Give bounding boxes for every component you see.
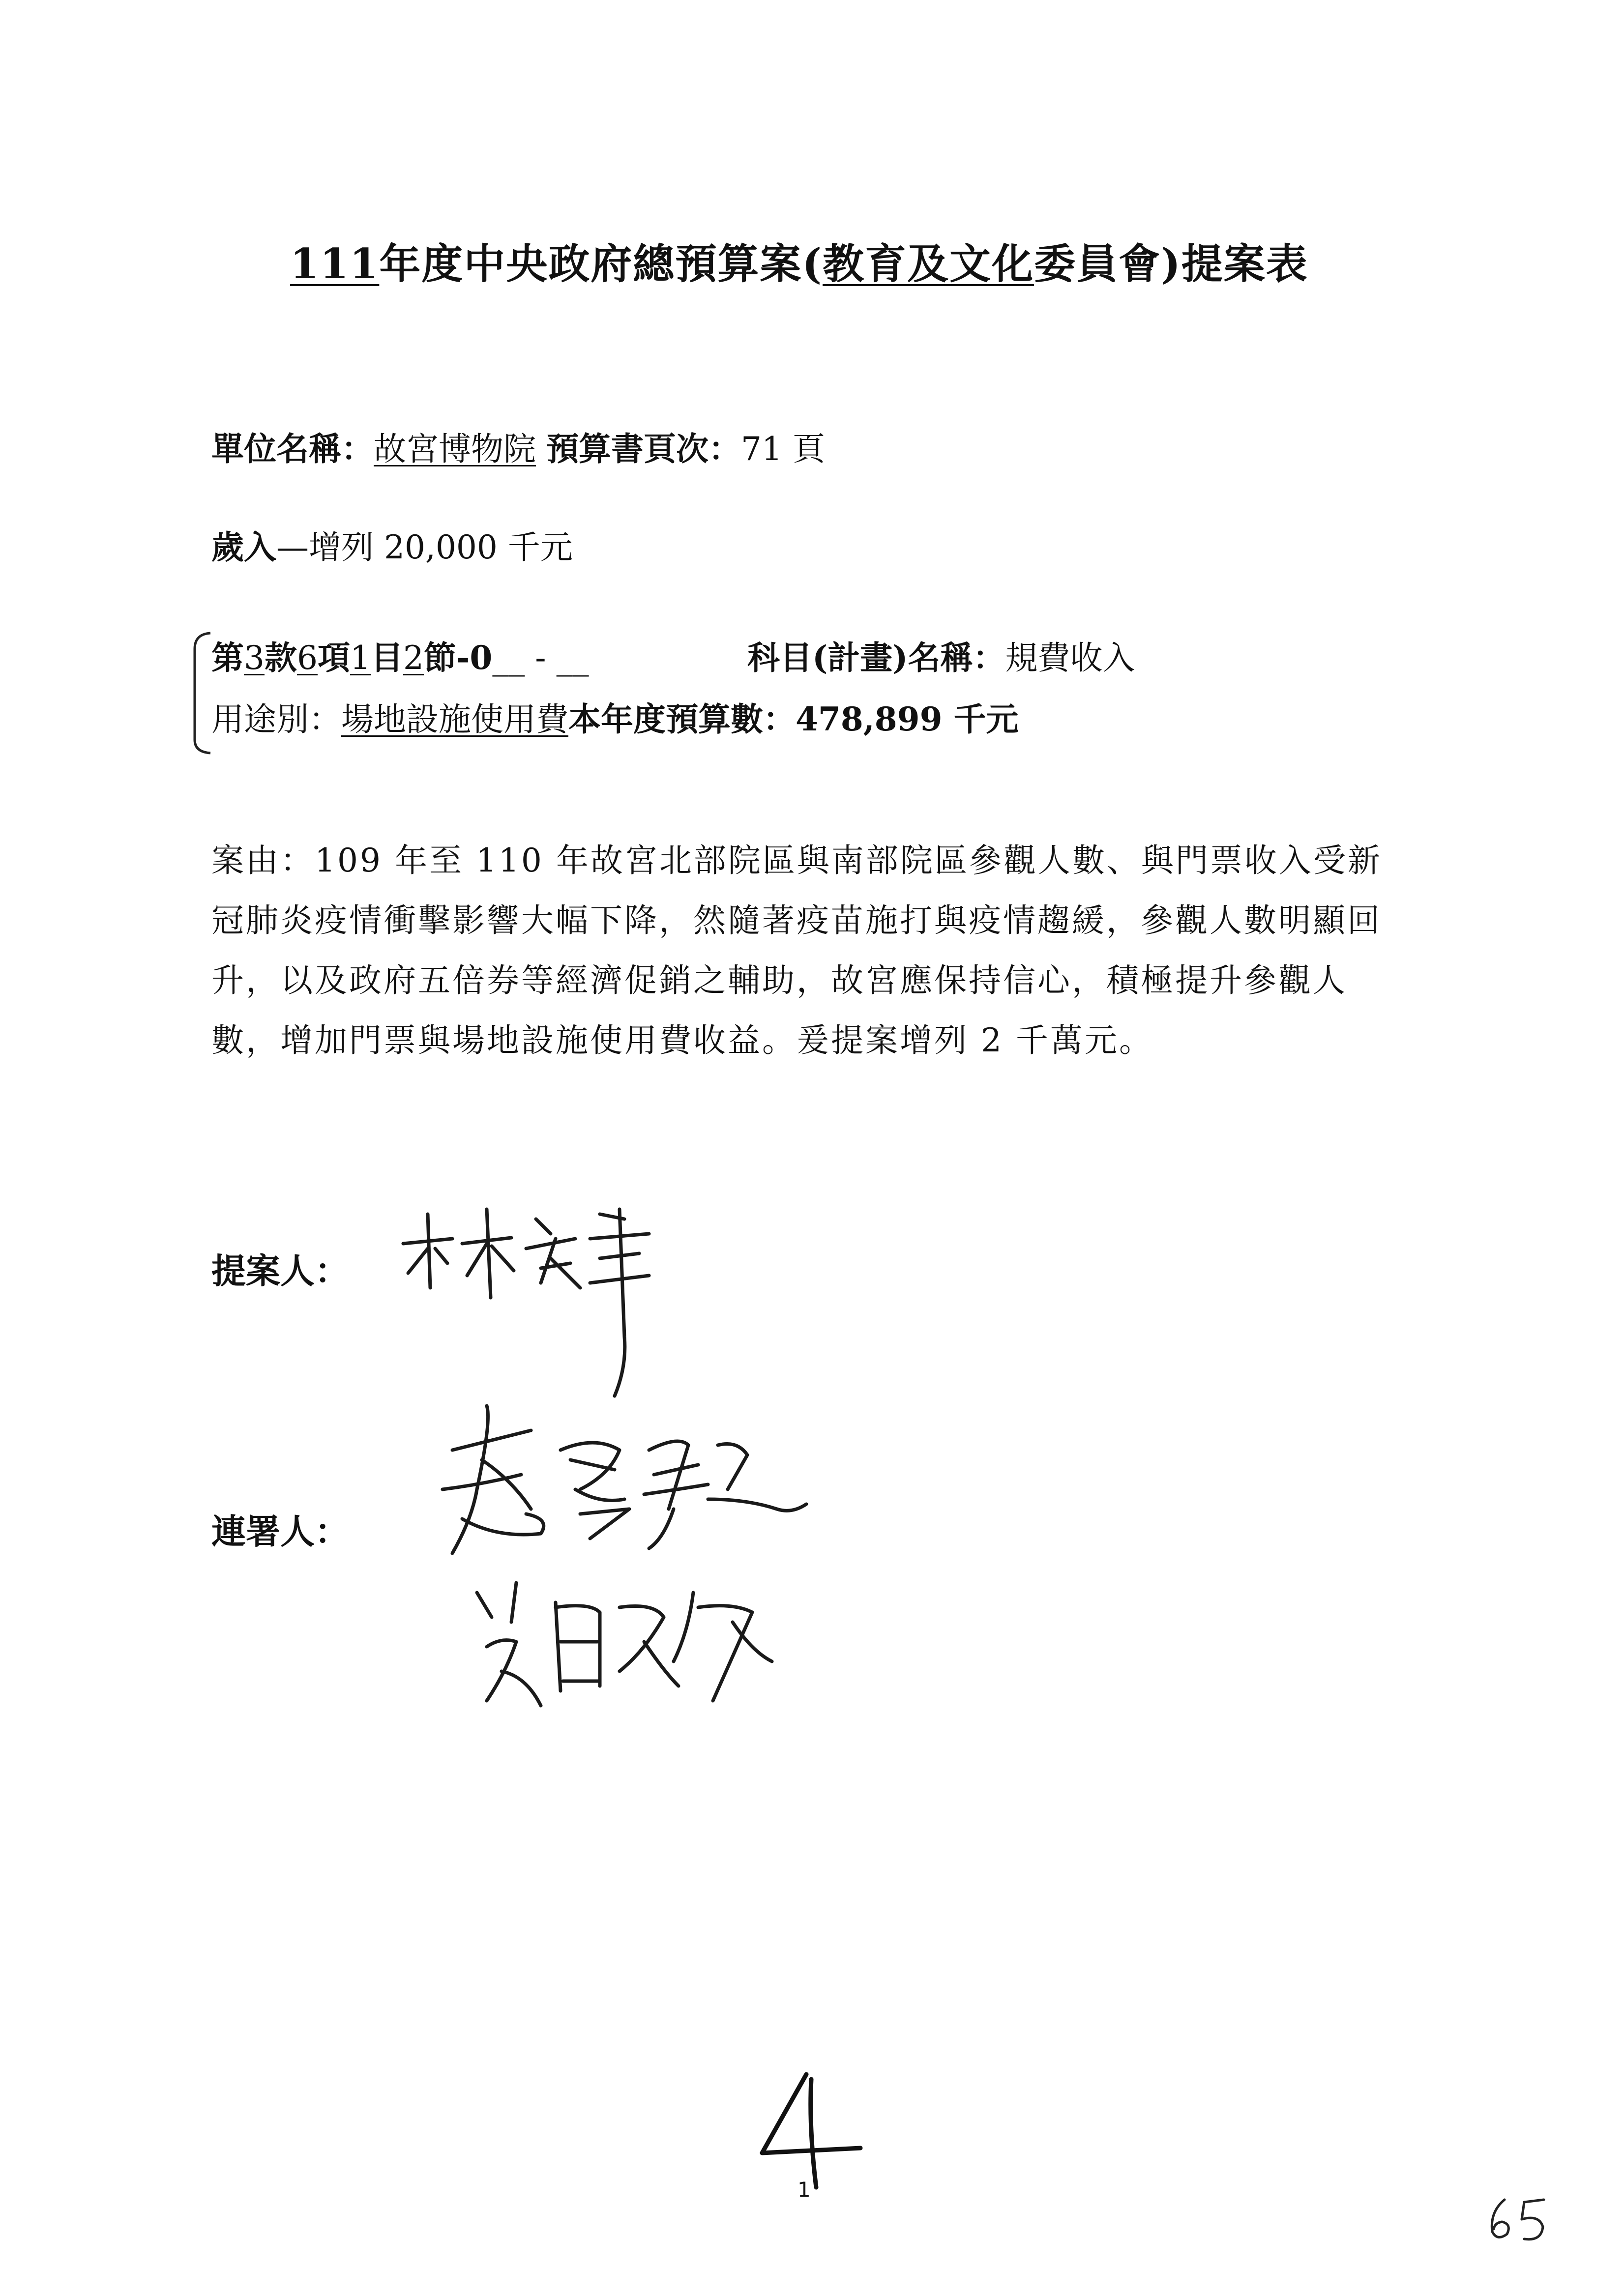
subject-label: 科目(計畫)名稱：: [747, 639, 1005, 677]
jie-label: 目: [371, 639, 403, 677]
proposer-signature: [393, 1190, 698, 1416]
mu-value: 1: [350, 639, 371, 677]
dash: -: [525, 639, 557, 677]
cosigner-signature-1: [433, 1391, 816, 1588]
budget-page-label: 預算書頁次：: [546, 430, 741, 468]
unit-name: 故宮博物院: [374, 430, 536, 468]
blank-1: __: [492, 639, 525, 677]
proposer-label: 提案人：: [211, 1250, 349, 1291]
revenue-label: 歲入: [211, 528, 276, 566]
unit-line: [211, 423, 825, 469]
reason-label: 案由：: [211, 842, 315, 879]
blank-2: __: [556, 639, 589, 677]
usage-label: 用途別：: [211, 700, 341, 738]
revenue-line: [211, 521, 573, 568]
annual-budget-value: 478,899 千元: [796, 700, 1019, 738]
title-part1: 年度中央政府總預算案(: [379, 239, 823, 288]
title-part2: 委員會)提案表: [1034, 239, 1308, 288]
reason-paragraph: [211, 831, 1401, 1071]
page-number: 1: [797, 2178, 811, 2202]
handwritten-stamp-number: [1485, 2192, 1559, 2246]
subject-value: 規費收入: [1005, 639, 1135, 677]
handwritten-number-4: [747, 2069, 865, 2192]
kuan-value: 3: [244, 639, 265, 677]
document-title: [290, 231, 1308, 291]
mu-label: 項: [318, 639, 350, 677]
revenue-text: —增列 20,000 千元: [276, 528, 573, 566]
jie-value: 2: [403, 639, 424, 677]
classification-line: [211, 632, 589, 678]
budget-page-value: 71 頁: [740, 430, 825, 468]
title-year: 111: [290, 239, 380, 288]
cosigner-signature-2: [457, 1563, 792, 1725]
annual-budget-label: 本年度預算數：: [568, 700, 796, 738]
title-committee: 教育及文化: [823, 239, 1034, 288]
jie-tail: 節-0: [424, 639, 493, 677]
unit-label: 單位名稱：: [211, 430, 374, 468]
usage-line: [211, 693, 1019, 740]
kuan-label: 第: [211, 639, 244, 677]
subject-line: [747, 632, 1135, 678]
reason-text: 109 年至 110 年故宮北部院區與南部院區參觀人數、與門票收入受新冠肺炎疫情衝擊影響大幅下降，然隨著疫苗施打與疫情趨緩，參觀人數明顯回升，以及政府五倍券等經濟促銷之輔助，故宮應保持信心，積極提升參觀人數，增加門票與場地設施使用費收益。爰提案增列 2 千萬元。: [211, 842, 1382, 1059]
cosigner-label: 連署人：: [211, 1511, 349, 1552]
usage-value: 場地設施使用費: [341, 700, 568, 738]
xiang-value: 6: [297, 639, 318, 677]
xiang-label: 款: [265, 639, 297, 677]
